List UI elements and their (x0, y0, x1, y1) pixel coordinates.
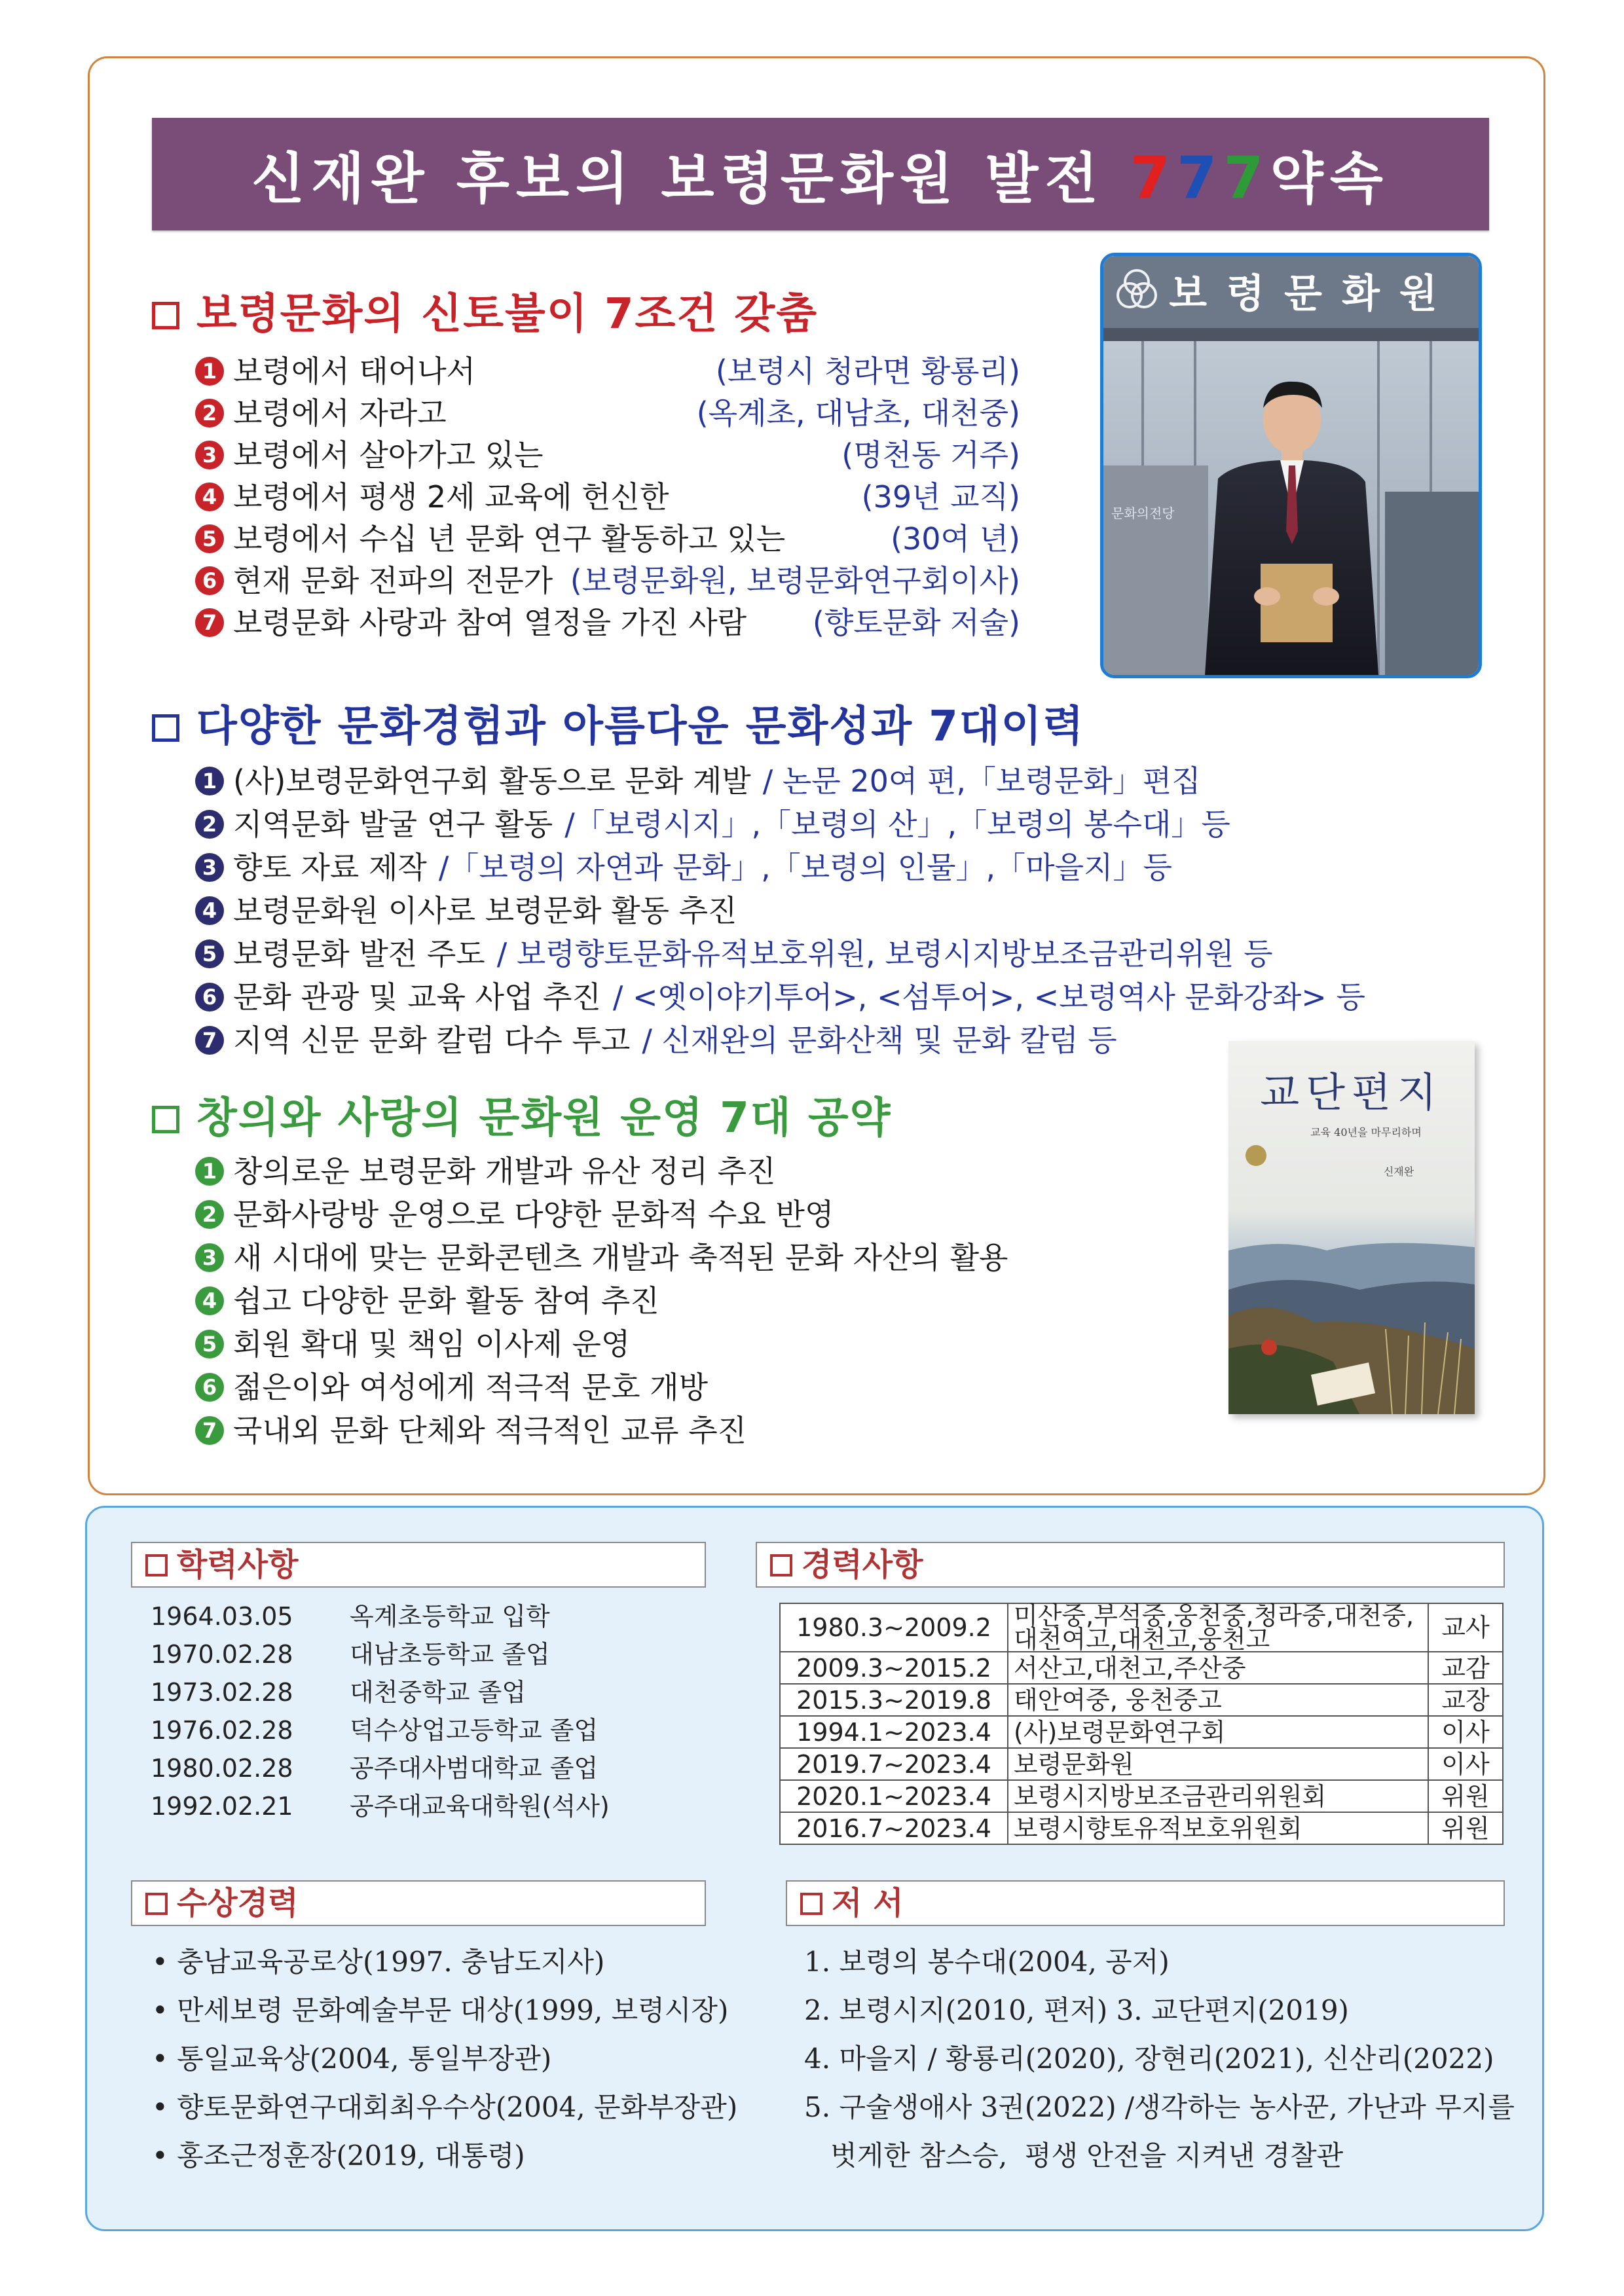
section2-list (195, 759, 1407, 1062)
section3-heading: 창의와 사랑의 문화원 운영 7대 공약 (152, 1084, 891, 1144)
number-badge-icon: 3 (195, 853, 224, 882)
list-item: 5. 구술생애사 3권(2022) /생각하는 농사꾼, 가난과 무지를 (804, 2091, 1515, 2123)
book-title: 교단편지 (1260, 1068, 1443, 1116)
table-row: 2019.7~2023.4 보령문화원 이사 (780, 1748, 1503, 1780)
list-item: 5 보령에서 수십 년 문화 연구 활동하고 있는 (30여 년) (195, 518, 1020, 560)
list-item: • 향토문화연구대회최우수상(2004, 문화부장관) (152, 2091, 738, 2123)
number-badge-icon: 2 (195, 810, 224, 839)
list-item: • 통일교육상(2004, 통일부장관) (152, 2043, 552, 2075)
number-badge-icon: 5 (195, 1330, 224, 1358)
candidate-photo (1100, 253, 1482, 678)
book-author: 신재완 (1383, 1165, 1414, 1178)
list-item: 1 창의로운 보령문화 개발과 유산 정리 추진 (195, 1150, 1112, 1193)
list-item: 3 향토 자료 제작 /「보령의 자연과 문화」,「보령의 인물」,「마을지」등 (195, 846, 1407, 889)
number-badge-icon: 6 (195, 983, 224, 1011)
list-item: 3 보령에서 살아가고 있는 (명천동 거주) (195, 434, 1020, 476)
building-sign-text: 보령문화원 (1169, 271, 1457, 317)
list-item: • 홍조근정훈장(2019, 대통령) (152, 2140, 525, 2172)
list-item: • 만세보령 문화예술부문 대상(1999, 보령시장) (152, 1994, 729, 2026)
number-badge-icon: 1 (195, 767, 224, 795)
checkbox-icon (152, 714, 179, 742)
list-item: 7 지역 신문 문화 칼럼 다수 투고 / 신재완의 문화산책 및 문화 칼럼 등 (195, 1019, 1407, 1062)
glass-sign-text: 문화의전당 (1111, 505, 1175, 521)
number-badge-icon: 4 (195, 1286, 224, 1315)
number-badge-icon: 1 (195, 357, 224, 386)
number-badge-icon: 7 (195, 1416, 224, 1445)
number-badge-icon: 3 (195, 1243, 224, 1272)
section2-heading: 다양한 문화경험과 아름다운 문화성과 7대이력 (152, 693, 1084, 753)
book-subtitle: 교육 40년을 마무리하며 (1310, 1126, 1422, 1139)
career-table (779, 1603, 1504, 1845)
list-item: 2 보령에서 자라고 (옥계초, 대남초, 대천중) (195, 392, 1020, 434)
list-item: 1976.02.28 덕수상업고등학교 졸업 (151, 1716, 599, 1745)
number-badge-icon: 6 (195, 1373, 224, 1402)
number-badge-icon: 4 (195, 483, 224, 511)
list-item: 4 보령에서 평생 2세 교육에 헌신한 (39년 교직) (195, 476, 1020, 518)
number-badge-icon: 5 (195, 939, 224, 968)
checkbox-icon (800, 1893, 822, 1915)
list-item: 4 쉽고 다양한 문화 활동 참여 추진 (195, 1279, 1112, 1322)
awards-heading: 수상경력 (131, 1880, 706, 1926)
section3-list (195, 1150, 1112, 1452)
checkbox-icon (770, 1554, 792, 1576)
page-title: 신재완 후보의 보령문화원 발전 777약속 (251, 143, 1390, 211)
checkbox-icon (145, 1893, 168, 1915)
photo-illustration (1103, 256, 1479, 675)
list-item: • 충남교육공로상(1997. 충남도지사) (152, 1946, 605, 1978)
table-row: 1980.3~2009.2 미산중,부석중,웅천중,청라중,대천중, 대천여고,대천고,웅천고 교사 (780, 1603, 1503, 1652)
table-row: 2015.3~2019.8 태안여중, 웅천중고 교장 (780, 1684, 1503, 1716)
list-item: 7 국내외 문화 단체와 적극적인 교류 추진 (195, 1409, 1112, 1452)
list-item: 2 지역문화 발굴 연구 활동 /「보령시지」,「보령의 산」,「보령의 봉수대」등 (195, 803, 1407, 846)
number-badge-icon: 2 (195, 399, 224, 428)
section1-heading: 보령문화의 신토불이 7조건 갖춤 (152, 280, 818, 340)
books-heading: 저 서 (786, 1880, 1505, 1926)
list-item: 1970.02.28 대남초등학교 졸업 (151, 1640, 550, 1669)
education-list (151, 1597, 688, 1825)
number-badge-icon: 7 (195, 1026, 224, 1055)
book-cover-illustration (1228, 1041, 1475, 1414)
list-item: 1. 보령의 봉수대(2004, 공저) (804, 1946, 1170, 1978)
list-item: 6 현재 문화 전파의 전문가 (보령문화원, 보령문화연구회이사) (195, 560, 1020, 602)
career-heading: 경력사항 (756, 1542, 1505, 1588)
table-row: 2009.3~2015.2 서산고,대천고,주산중 교감 (780, 1652, 1503, 1684)
list-item: 1980.02.28 공주대사범대학교 졸업 (151, 1754, 599, 1783)
list-item: 4. 마을지 / 황룡리(2020), 장현리(2021), 신산리(2022) (804, 2043, 1494, 2075)
number-badge-icon: 6 (195, 566, 224, 595)
section1-list (195, 350, 1020, 644)
list-item: 7 보령문화 사랑과 참여 열정을 가진 사람 (향토문화 저술) (195, 602, 1020, 644)
education-heading: 학력사항 (131, 1542, 706, 1588)
list-item: 5 회원 확대 및 책임 이사제 운영 (195, 1322, 1112, 1366)
list-item: 1964.03.05 옥계초등학교 입학 (151, 1602, 550, 1631)
checkbox-icon (145, 1554, 168, 1576)
list-item: 3 새 시대에 맞는 문화콘텐츠 개발과 축적된 문화 자산의 활용 (195, 1236, 1112, 1279)
list-item: 1973.02.28 대천중학교 졸업 (151, 1678, 526, 1707)
table-row: 1994.1~2023.4 (사)보령문화연구회 이사 (780, 1716, 1503, 1748)
book-cover (1228, 1041, 1475, 1414)
list-item: 1992.02.21 공주대교육대학원(석사) (151, 1792, 610, 1821)
number-badge-icon: 5 (195, 524, 224, 553)
list-item: 4 보령문화원 이사로 보령문화 활동 추진 (195, 889, 1407, 932)
checkbox-icon (152, 302, 179, 329)
list-item: 1 보령에서 태어나서 (보령시 청라면 황룡리) (195, 350, 1020, 392)
number-badge-icon: 4 (195, 896, 224, 925)
list-item: 1 (사)보령문화연구회 활동으로 문화 계발 / 논문 20여 편,「보령문화」편집 (195, 759, 1407, 803)
table-row: 2020.1~2023.4 보령시지방보조금관리위원회 위원 (780, 1780, 1503, 1812)
list-item: 5 보령문화 발전 주도 / 보령향토문화유적보호위원, 보령시지방보조금관리위원 등 (195, 932, 1407, 975)
list-item: 6 문화 관광 및 교육 사업 추진 / <옛이야기투어>, <섬투어>, <보령역사 문화강좌> 등 (195, 975, 1407, 1019)
books-list (804, 1938, 1515, 2180)
number-badge-icon: 3 (195, 441, 224, 469)
number-badge-icon: 1 (195, 1157, 224, 1186)
title-banner (152, 118, 1489, 230)
number-badge-icon: 2 (195, 1200, 224, 1229)
awards-list (152, 1938, 741, 2180)
number-badge-icon: 7 (195, 608, 224, 637)
list-item: 벗게한 참스승, 평생 안전을 지켜낸 경찰관 (804, 2140, 1344, 2172)
checkbox-icon (152, 1106, 179, 1133)
table-row: 2016.7~2023.4 보령시향토유적보호위원회 위원 (780, 1812, 1503, 1844)
list-item: 2. 보령시지(2010, 편저) 3. 교단편지(2019) (804, 1994, 1349, 2026)
list-item: 6 젊은이와 여성에게 적극적 문호 개방 (195, 1366, 1112, 1409)
list-item: 2 문화사랑방 운영으로 다양한 문화적 수요 반영 (195, 1193, 1112, 1236)
